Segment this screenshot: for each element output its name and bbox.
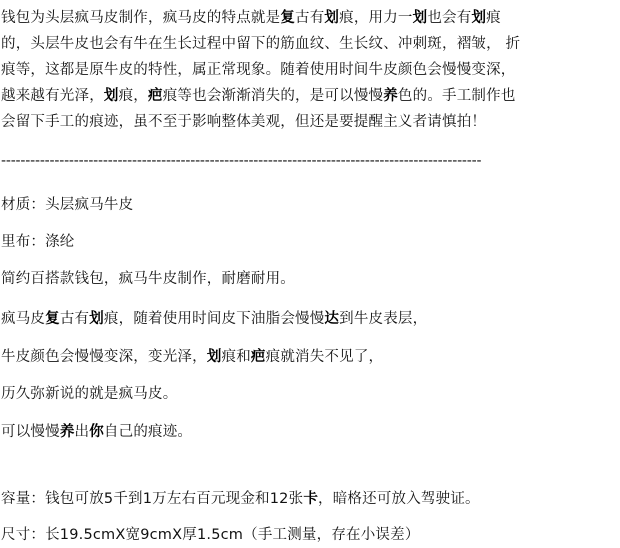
text-span: 痕和	[221, 349, 251, 365]
bold-span: 你	[89, 424, 104, 440]
bold-span: 养	[59, 424, 75, 440]
text-span: 古有	[59, 311, 90, 327]
bold-span: 划	[412, 10, 428, 26]
bold-span: 划	[206, 349, 222, 365]
feature-line-3: 历久弥新说的就是疯马皮。	[1, 386, 178, 402]
text-span: 自己的痕迹。	[103, 424, 193, 440]
text-span: 也会有	[427, 10, 472, 26]
text-span: 越来越有光泽，	[1, 88, 104, 104]
bold-span: 划	[89, 311, 104, 327]
feature-line-2	[1, 346, 383, 368]
intro-paragraph	[1, 5, 615, 135]
text-span: 牛皮颜色会慢慢变深，变光泽，	[1, 349, 207, 365]
feature-line-4	[1, 421, 192, 443]
text-span: 古有	[295, 10, 325, 26]
intro-line-2: 的，头层牛皮也会有牛在生长过程中留下的筋血纹、生长纹、冲刺斑，褶皱， 折	[1, 36, 521, 52]
bold-span: 复	[280, 10, 296, 26]
text-span: 色的。手工制作也	[397, 88, 516, 104]
bold-span: 养	[383, 88, 398, 104]
intro-line-1	[1, 5, 615, 31]
lining-line: 里布：涤纶	[1, 234, 75, 250]
capacity-line	[1, 488, 480, 510]
text-span: 痕就消失不见了，	[265, 349, 384, 365]
text-span: ，暗格还可放入驾驶证。	[318, 491, 480, 507]
intro-line-5: 会留下手工的痕迹，虽不至于影响整体美观，但还是要提醒主义者请慎拍！	[1, 114, 487, 130]
intro-line-3: 痕等，这都是原牛皮的特性，属正常现象。随着使用时间牛皮颜色会慢慢变深，	[1, 62, 516, 78]
text-span: 容量：钱包可放5千到1万左右百元现金和12张	[1, 491, 304, 507]
text-span: 钱包为头层疯马皮制作，疯马皮的特点就是	[1, 10, 281, 26]
bold-span: 复	[45, 311, 60, 327]
dashed-divider: ---------------------------------------------------------------------------------------------------	[1, 153, 482, 169]
bold-span: 达	[324, 311, 340, 327]
bold-span: 划	[471, 10, 487, 26]
bold-span: 疤	[250, 349, 266, 365]
description-line: 简约百搭款钱包，疯马牛皮制作，耐磨耐用。	[1, 271, 295, 287]
text-span: 痕，	[118, 88, 149, 104]
text-span: 痕	[486, 10, 501, 26]
bold-span: 划	[324, 10, 340, 26]
feature-line-1	[1, 308, 427, 330]
bold-span: 疤	[148, 88, 163, 104]
text-span: 到牛皮表层，	[339, 311, 428, 327]
bold-span: 卡	[303, 491, 319, 507]
text-span: 出	[74, 424, 90, 440]
intro-line-4	[1, 83, 615, 109]
material-line: 材质：头层疯马牛皮	[1, 197, 134, 213]
size-line: 尺寸：长19.5cmX宽9cmX厚1.5cm（手工测量，存在小误差）	[1, 527, 420, 543]
text-span: 痕，用力一	[339, 10, 413, 26]
text-span: 可以慢慢	[1, 424, 60, 440]
text-span: 痕，随着使用时间皮下油脂会慢慢	[103, 311, 325, 327]
bold-span: 划	[103, 88, 119, 104]
text-span: 疯马皮	[1, 311, 46, 327]
text-span: 痕等也会渐渐消失的，是可以慢慢	[162, 88, 384, 104]
